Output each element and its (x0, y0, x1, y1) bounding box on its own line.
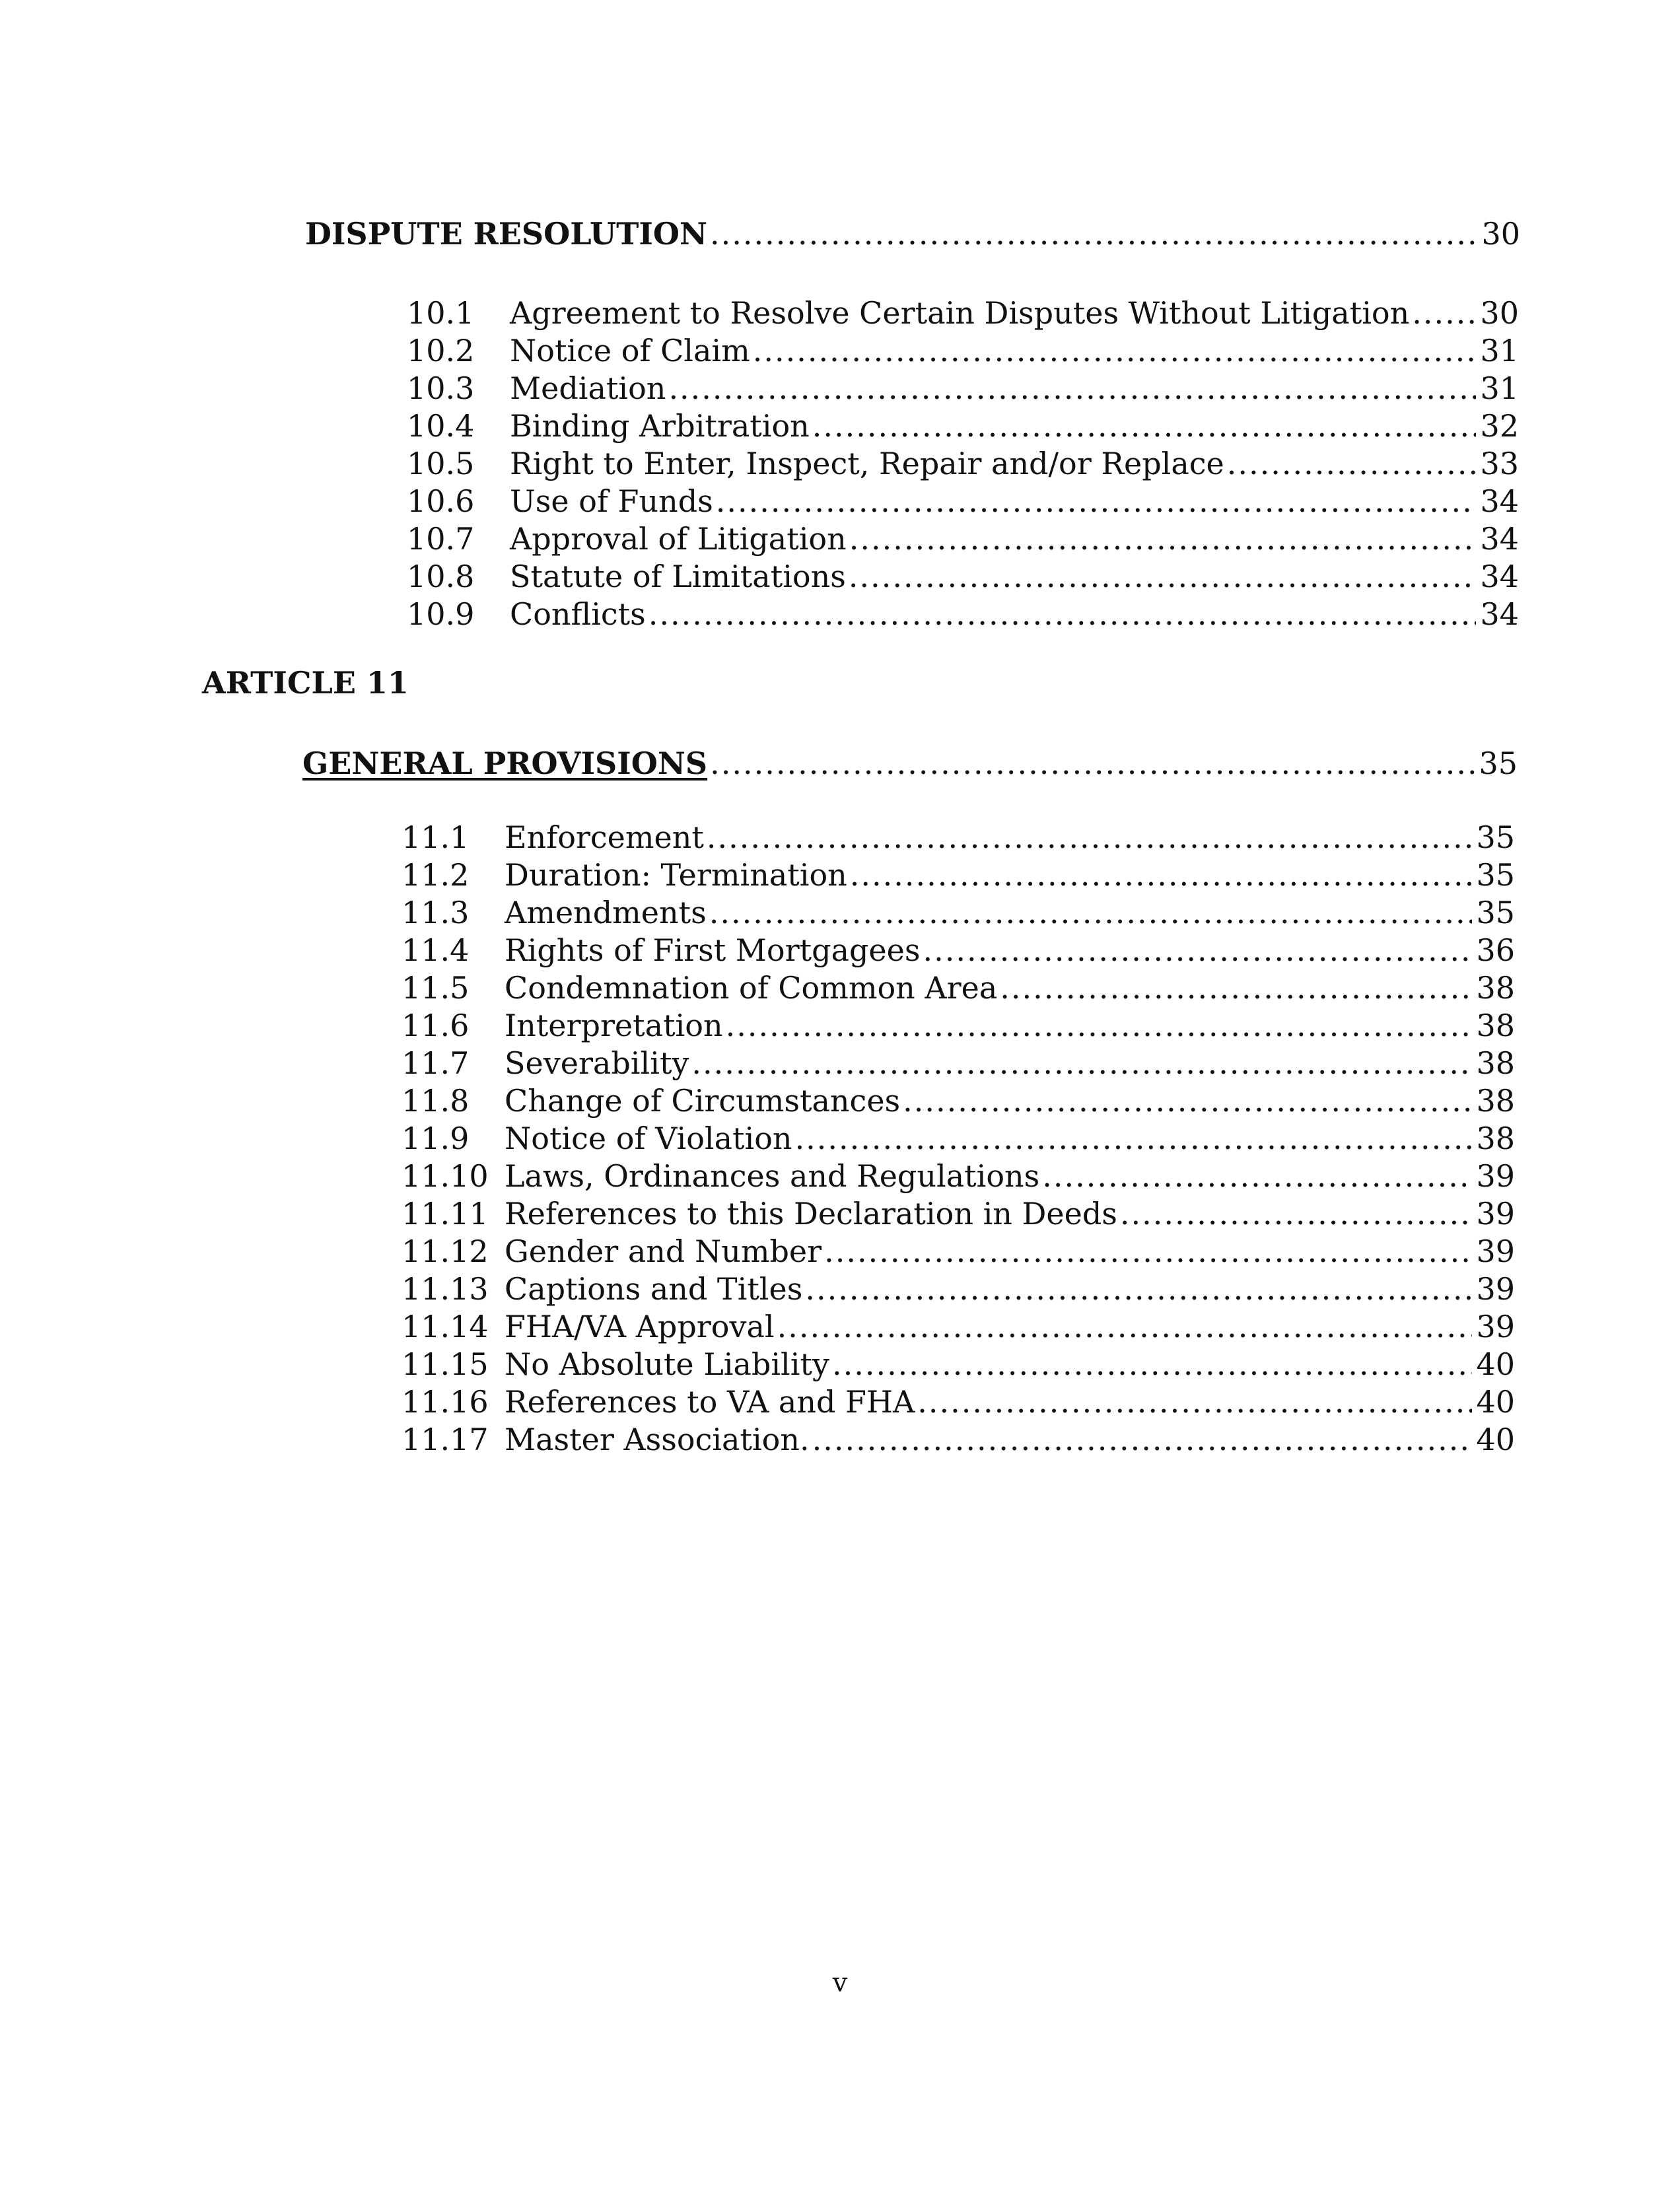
entry-label: Change of Circumstances (505, 1083, 901, 1119)
section-page-number: 30 (1481, 216, 1520, 252)
leader-dots (668, 370, 1476, 407)
toc-entry-list (407, 295, 1519, 633)
leader-dots (832, 1346, 1473, 1383)
section-page-number: 35 (1479, 746, 1518, 781)
entry-label: Severability (505, 1045, 689, 1081)
entry-page-number: 34 (1480, 559, 1519, 594)
entry-number: 11.15 (402, 1346, 489, 1382)
entry-page-number: 39 (1476, 1309, 1515, 1344)
entry-number: 11.9 (402, 1121, 470, 1156)
entry-page-number: 38 (1476, 970, 1515, 1006)
toc-entry (402, 1158, 1515, 1195)
leader-dots (805, 1270, 1472, 1308)
entry-number: 11.7 (402, 1045, 470, 1081)
toc-entry (407, 483, 1519, 520)
toc-entry-list (402, 819, 1515, 1459)
entry-page-number: 31 (1480, 370, 1519, 406)
entry-number: 10.9 (407, 596, 475, 632)
entry-number: 11.17 (402, 1422, 489, 1457)
toc-entry (402, 1383, 1515, 1421)
entry-number: 11.12 (402, 1233, 489, 1269)
leader-dots (812, 407, 1477, 445)
toc-entry (402, 1270, 1515, 1308)
toc-entry (407, 295, 1519, 332)
entry-page-number: 39 (1476, 1271, 1515, 1307)
entry-page-number: 36 (1476, 932, 1515, 968)
article-label: ARTICLE 11 (202, 665, 409, 701)
page-footer-number: v (832, 1968, 848, 1998)
entry-number: 11.13 (402, 1271, 489, 1307)
toc-entry (407, 370, 1519, 407)
entry-page-number: 40 (1476, 1346, 1515, 1382)
leader-dots (1000, 969, 1472, 1007)
entry-label: Rights of First Mortgagees (505, 932, 921, 968)
leader-dots (849, 558, 1477, 596)
leader-dots (691, 1045, 1472, 1082)
leader-dots (795, 1120, 1473, 1158)
toc-entry (402, 1346, 1515, 1383)
entry-number: 10.5 (407, 446, 475, 481)
toc-entry (402, 1120, 1515, 1158)
toc-entry (402, 856, 1515, 894)
entry-label: Use of Funds (510, 483, 713, 519)
entry-page-number: 39 (1476, 1158, 1515, 1194)
entry-page-number: 38 (1476, 1121, 1515, 1156)
entry-page-number: 34 (1480, 483, 1519, 519)
leader-dots (812, 1421, 1473, 1459)
toc-entry (402, 819, 1515, 856)
entry-label: Interpretation (505, 1008, 723, 1043)
leader-dots (824, 1233, 1472, 1270)
entry-label: Right to Enter, Inspect, Repair and/or Replace (510, 446, 1224, 481)
entry-label: References to VA and FHA (505, 1384, 915, 1420)
toc-entry (402, 1233, 1515, 1270)
leader-dots (849, 520, 1477, 558)
toc-entry (402, 969, 1515, 1007)
entry-number: 10.8 (407, 559, 475, 594)
entry-page-number: 38 (1476, 1045, 1515, 1081)
toc-entry (407, 332, 1519, 370)
toc-entry (402, 932, 1515, 969)
entry-page-number: 39 (1476, 1233, 1515, 1269)
entry-label: References to this Declaration in Deeds (505, 1196, 1117, 1232)
entry-page-number: 39 (1476, 1196, 1515, 1232)
leader-dots (1042, 1158, 1472, 1195)
entry-label: Laws, Ordinances and Regulations (505, 1158, 1040, 1194)
toc-section-heading (305, 215, 1520, 252)
leader-dots (923, 932, 1472, 969)
section-title: GENERAL PROVISIONS (302, 746, 708, 781)
entry-page-number: 32 (1480, 408, 1519, 444)
toc-entry (407, 407, 1519, 445)
entry-page-number: 34 (1480, 596, 1519, 632)
entry-page-number: 31 (1480, 333, 1519, 368)
leader-dots (1227, 445, 1477, 483)
entry-label: Condemnation of Common Area (505, 970, 998, 1006)
entry-page-number: 38 (1476, 1083, 1515, 1119)
entry-number: 11.5 (402, 970, 470, 1006)
leader-dots (753, 332, 1477, 370)
entry-label: Statute of Limitations (510, 559, 846, 594)
entry-number: 10.6 (407, 483, 475, 519)
leader-dots (726, 1007, 1473, 1045)
entry-page-number: 40 (1476, 1384, 1515, 1420)
entry-number: 10.4 (407, 408, 475, 444)
entry-page-number: 38 (1476, 1008, 1515, 1043)
entry-number: 11.11 (402, 1196, 489, 1232)
section-title: DISPUTE RESOLUTION (305, 216, 708, 252)
toc-entry (402, 1308, 1515, 1346)
entry-label: Binding Arbitration (510, 408, 810, 444)
entry-label: Notice of Violation (505, 1121, 792, 1156)
entry-label: Captions and Titles (505, 1271, 803, 1307)
entry-label: No Absolute Liability (505, 1346, 829, 1382)
leader-dots (903, 1082, 1472, 1120)
entry-page-number: 35 (1476, 819, 1515, 855)
entry-number: 10.3 (407, 370, 475, 406)
toc-entry (407, 445, 1519, 483)
leader-dots (1120, 1195, 1473, 1233)
leader-dots (707, 819, 1473, 856)
leader-dots (777, 1308, 1473, 1346)
leader-dots (710, 215, 1477, 252)
entry-number: 10.2 (407, 333, 475, 368)
entry-number: 10.1 (407, 295, 475, 331)
toc-entry (407, 558, 1519, 596)
entry-label: Agreement to Resolve Certain Disputes Without Litigation (510, 295, 1410, 331)
leader-dots (710, 745, 1475, 782)
entry-number: 10.7 (407, 521, 475, 557)
entry-page-number: 30 (1480, 295, 1519, 331)
entry-page-number: 35 (1476, 857, 1515, 893)
toc-entry (402, 1195, 1515, 1233)
entry-number: 11.2 (402, 857, 470, 893)
entry-number: 11.16 (402, 1384, 489, 1420)
leader-dots (716, 483, 1477, 520)
toc-entry (407, 520, 1519, 558)
leader-dots (850, 856, 1473, 894)
entry-number: 11.10 (402, 1158, 489, 1194)
entry-number: 11.3 (402, 895, 470, 930)
entry-page-number: 40 (1476, 1422, 1515, 1457)
toc-section-heading (302, 745, 1518, 782)
toc-entry (407, 596, 1519, 633)
entry-page-number: 33 (1480, 446, 1519, 481)
entry-label: Conflicts (510, 596, 646, 632)
toc-entry (402, 1045, 1515, 1082)
entry-number: 11.4 (402, 932, 470, 968)
entry-label: Gender and Number (505, 1233, 822, 1269)
leader-dots (648, 596, 1477, 633)
entry-page-number: 35 (1476, 895, 1515, 930)
entry-label: Amendments (505, 895, 707, 930)
entry-number: 11.8 (402, 1083, 470, 1119)
entry-number: 11.6 (402, 1008, 470, 1043)
entry-label: Duration: Termination (505, 857, 847, 893)
leader-dots (917, 1383, 1472, 1421)
entry-label: FHA/VA Approval (505, 1309, 775, 1344)
entry-label: Mediation (510, 370, 666, 406)
entry-page-number: 34 (1480, 521, 1519, 557)
toc-entry (402, 1421, 1515, 1459)
toc-entry (402, 1082, 1515, 1120)
leader-dots (1412, 295, 1476, 332)
entry-label: Enforcement (505, 819, 704, 855)
entry-label: Notice of Claim (510, 333, 750, 368)
toc-entry (402, 1007, 1515, 1045)
entry-number: 11.1 (402, 819, 470, 855)
toc-entry (402, 894, 1515, 932)
entry-number: 11.14 (402, 1309, 489, 1344)
entry-label: Approval of Litigation (510, 521, 847, 557)
entry-label: Master Association. (505, 1422, 810, 1457)
leader-dots (709, 894, 1473, 932)
